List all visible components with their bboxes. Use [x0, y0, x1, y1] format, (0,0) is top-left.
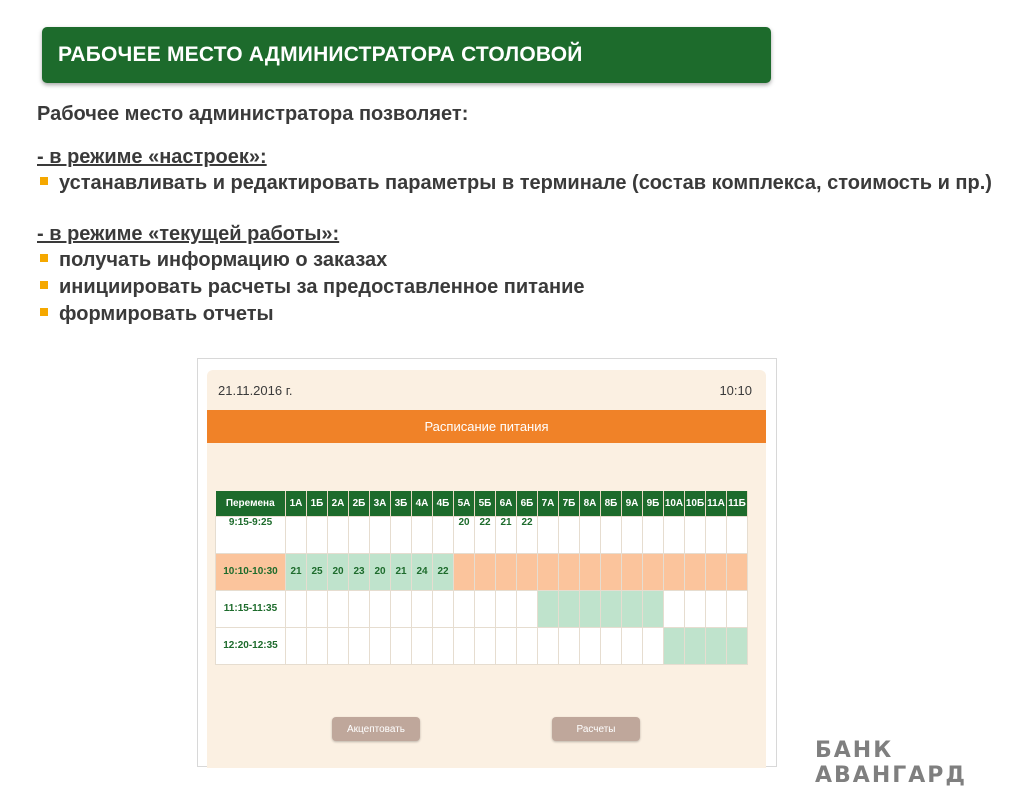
schedule-cell[interactable]: 22	[433, 553, 454, 590]
schedule-cell[interactable]: 21	[496, 516, 517, 553]
bullet-text: формировать отчеты	[59, 303, 274, 325]
schedule-cell[interactable]	[370, 516, 391, 553]
schedule-cell[interactable]	[496, 553, 517, 590]
schedule-cell[interactable]	[706, 553, 727, 590]
schedule-cell[interactable]	[685, 516, 706, 553]
schedule-cell[interactable]	[601, 553, 622, 590]
schedule-cell[interactable]	[580, 627, 601, 664]
schedule-cell[interactable]	[622, 553, 643, 590]
schedule-cell[interactable]	[559, 516, 580, 553]
class-column-header: 10А	[664, 491, 685, 516]
schedule-cell[interactable]	[391, 590, 412, 627]
schedule-cell[interactable]	[517, 627, 538, 664]
bullet-square-icon	[40, 254, 48, 262]
schedule-cell[interactable]	[454, 590, 475, 627]
schedule-cell[interactable]	[664, 590, 685, 627]
schedule-cell[interactable]	[286, 516, 307, 553]
schedule-cell[interactable]	[496, 627, 517, 664]
schedule-cell[interactable]	[664, 553, 685, 590]
schedule-cell[interactable]	[559, 553, 580, 590]
schedule-cell[interactable]	[559, 590, 580, 627]
schedule-cell[interactable]	[622, 516, 643, 553]
schedule-cell[interactable]: 20	[328, 553, 349, 590]
schedule-cell[interactable]	[727, 590, 748, 627]
schedule-cell[interactable]	[433, 590, 454, 627]
class-column-header: 5А	[454, 491, 475, 516]
schedule-cell[interactable]	[370, 590, 391, 627]
schedule-cell[interactable]	[433, 516, 454, 553]
class-column-header: 9А	[622, 491, 643, 516]
class-column-header: 6Б	[517, 491, 538, 516]
schedule-cell[interactable]	[307, 590, 328, 627]
period-cell: 12:20-12:35	[216, 627, 286, 664]
accept-button[interactable]: Акцептовать	[332, 717, 420, 741]
schedule-cell[interactable]	[643, 590, 664, 627]
schedule-cell[interactable]: 22	[517, 516, 538, 553]
schedule-cell[interactable]	[538, 590, 559, 627]
schedule-cell[interactable]	[706, 590, 727, 627]
schedule-cell[interactable]	[643, 553, 664, 590]
bullet-text: инициировать расчеты за предоставленное питание	[59, 276, 585, 298]
schedule-cell[interactable]	[412, 627, 433, 664]
schedule-cell[interactable]	[580, 516, 601, 553]
schedule-cell[interactable]: 22	[475, 516, 496, 553]
bullet-item	[37, 301, 997, 328]
schedule-cell[interactable]	[433, 627, 454, 664]
terminal-screen	[207, 370, 766, 768]
schedule-row[interactable]	[216, 516, 748, 553]
schedule-cell[interactable]	[412, 590, 433, 627]
schedule-cell[interactable]: 23	[349, 553, 370, 590]
schedule-cell[interactable]	[391, 627, 412, 664]
schedule-row[interactable]	[216, 590, 748, 627]
intro-text: Рабочее место администратора позволяет:	[37, 103, 469, 125]
class-column-header: 4Б	[433, 491, 454, 516]
schedule-cell[interactable]	[601, 627, 622, 664]
schedule-cell[interactable]	[349, 516, 370, 553]
period-column-header: Перемена	[216, 491, 286, 516]
schedule-cell[interactable]	[664, 627, 685, 664]
schedule-cell[interactable]	[391, 516, 412, 553]
terminal-time: 10:10	[719, 383, 752, 398]
bullet-square-icon	[40, 281, 48, 289]
schedule-cell[interactable]	[307, 627, 328, 664]
class-column-header: 7А	[538, 491, 559, 516]
schedule-cell[interactable]	[538, 553, 559, 590]
bullet-item	[37, 247, 997, 274]
schedule-cell[interactable]	[643, 516, 664, 553]
class-column-header: 11Б	[727, 491, 748, 516]
schedule-cell[interactable]	[517, 590, 538, 627]
schedule-cell[interactable]	[538, 516, 559, 553]
slide-title: РАБОЧЕЕ МЕСТО АДМИНИСТРАТОРА СТОЛОВОЙ	[58, 43, 583, 66]
schedule-cell[interactable]	[307, 516, 328, 553]
class-column-header: 2Б	[349, 491, 370, 516]
schedule-cell[interactable]	[517, 553, 538, 590]
class-column-header: 4А	[412, 491, 433, 516]
schedule-cell[interactable]	[685, 590, 706, 627]
class-column-header: 1А	[286, 491, 307, 516]
schedule-cell[interactable]: 24	[412, 553, 433, 590]
bullet-item	[37, 170, 997, 197]
schedule-cell[interactable]	[727, 516, 748, 553]
schedule-cell[interactable]: 21	[286, 553, 307, 590]
schedule-header-row	[216, 491, 748, 516]
schedule-cell[interactable]	[601, 516, 622, 553]
slide-title-bar	[42, 27, 771, 83]
bank-logo: БАНК АВАНГАРД	[815, 738, 967, 788]
schedule-cell[interactable]	[685, 627, 706, 664]
schedule-cell[interactable]	[286, 590, 307, 627]
schedule-cell[interactable]	[664, 516, 685, 553]
schedule-cell[interactable]	[685, 553, 706, 590]
schedule-cell[interactable]	[328, 516, 349, 553]
schedule-cell[interactable]	[601, 590, 622, 627]
bullet-text: устанавливать и редактировать параметры в терминале (состав комплекса, стоимость и пр.)	[59, 172, 992, 194]
schedule-cell[interactable]	[475, 553, 496, 590]
bullet-text: получать информацию о заказах	[59, 249, 388, 271]
schedule-cell[interactable]	[727, 553, 748, 590]
bullet-item	[37, 274, 997, 301]
class-column-header: 6А	[496, 491, 517, 516]
schedule-cell[interactable]	[475, 590, 496, 627]
schedule-cell[interactable]	[580, 553, 601, 590]
schedule-cell[interactable]: 21	[391, 553, 412, 590]
schedule-header-label: Расписание питания	[424, 419, 549, 434]
schedule-cell[interactable]	[559, 627, 580, 664]
schedule-cell[interactable]: 20	[370, 553, 391, 590]
mode-current-heading: - в режиме «текущей работы»:	[37, 223, 340, 245]
class-column-header: 11А	[706, 491, 727, 516]
terminal-screenshot	[197, 358, 777, 767]
schedule-cell[interactable]	[475, 627, 496, 664]
class-column-header: 8А	[580, 491, 601, 516]
class-column-header: 5Б	[475, 491, 496, 516]
schedule-cell[interactable]	[370, 627, 391, 664]
schedule-cell[interactable]	[412, 516, 433, 553]
schedule-cell[interactable]	[706, 627, 727, 664]
schedule-cell[interactable]	[580, 590, 601, 627]
period-cell: 10:10-10:30	[216, 553, 286, 590]
class-column-header: 9Б	[643, 491, 664, 516]
mode-settings-heading: - в режиме «настроек»:	[37, 146, 267, 168]
schedule-table	[215, 491, 748, 665]
schedule-cell[interactable]	[349, 590, 370, 627]
schedule-cell[interactable]	[706, 516, 727, 553]
class-column-header: 1Б	[307, 491, 328, 516]
schedule-cell[interactable]	[454, 627, 475, 664]
class-column-header: 2А	[328, 491, 349, 516]
bullet-square-icon	[40, 308, 48, 316]
schedule-row[interactable]	[216, 553, 748, 590]
schedule-cell[interactable]: 20	[454, 516, 475, 553]
class-column-header: 8Б	[601, 491, 622, 516]
class-column-header: 7Б	[559, 491, 580, 516]
schedule-cell[interactable]	[622, 627, 643, 664]
class-column-header: 3Б	[391, 491, 412, 516]
class-column-header: 3А	[370, 491, 391, 516]
bullet-square-icon	[40, 177, 48, 185]
calculations-button[interactable]: Расчеты	[552, 717, 640, 741]
terminal-date: 21.11.2016 г.	[218, 383, 293, 398]
schedule-cell[interactable]	[454, 553, 475, 590]
schedule-row[interactable]	[216, 627, 748, 664]
schedule-cell[interactable]	[286, 627, 307, 664]
schedule-cell[interactable]	[643, 627, 664, 664]
schedule-cell[interactable]	[538, 627, 559, 664]
schedule-cell[interactable]	[349, 627, 370, 664]
schedule-cell[interactable]	[496, 590, 517, 627]
period-cell: 11:15-11:35	[216, 590, 286, 627]
schedule-cell[interactable]	[622, 590, 643, 627]
period-cell: 9:15-9:25	[216, 516, 286, 553]
schedule-cell[interactable]	[727, 627, 748, 664]
schedule-header	[207, 410, 766, 443]
schedule-cell[interactable]: 25	[307, 553, 328, 590]
slide-body	[37, 100, 997, 328]
schedule-cell[interactable]	[328, 590, 349, 627]
schedule-cell[interactable]	[328, 627, 349, 664]
class-column-header: 10Б	[685, 491, 706, 516]
